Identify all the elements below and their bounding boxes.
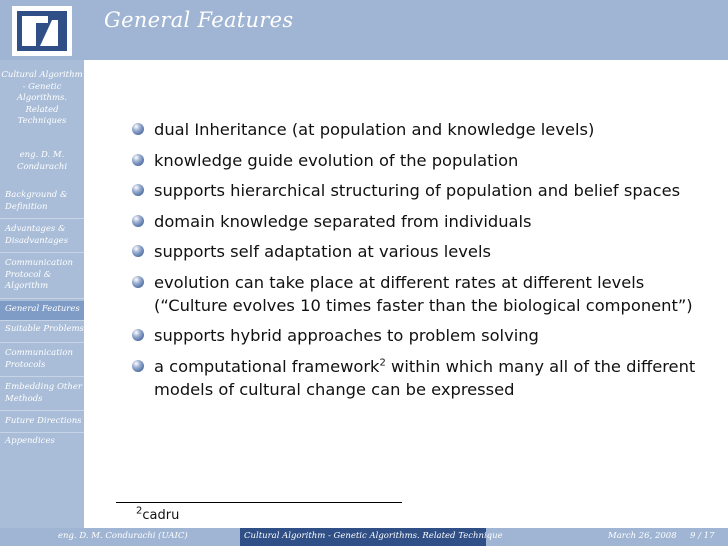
sidebar-divider xyxy=(0,218,84,219)
sidebar-item-communication-protocol-algorithm[interactable]: Communication Protocol & Algorithm xyxy=(5,258,73,291)
sidebar-navigation xyxy=(0,60,84,528)
ball-bullet-icon xyxy=(132,154,144,166)
ball-bullet-icon xyxy=(132,123,144,135)
footer-author: eng. D. M. Condurachi (UAIC) xyxy=(58,531,188,541)
ball-bullet-icon xyxy=(132,276,144,288)
footer-date: March 26, 2008 xyxy=(608,531,677,541)
sidebar-divider xyxy=(0,432,84,433)
list-item: knowledge guide evolution of the population xyxy=(132,149,712,172)
sidebar-divider xyxy=(0,320,84,321)
sidebar-item-future-directions[interactable]: Future Directions xyxy=(5,416,82,426)
sidebar-item-embedding-other-methods[interactable]: Embedding Other Methods xyxy=(5,382,82,404)
sidebar-presentation-title[interactable]: Cultural Algorithm - Genetic Algorithms. Related Techniques xyxy=(1,70,83,126)
ball-bullet-icon xyxy=(132,360,144,372)
list-item xyxy=(132,355,712,401)
footnote xyxy=(136,505,180,523)
list-item: dual Inheritance (at population and knowledge levels) xyxy=(132,118,712,141)
bullet-text-before: a computational framework xyxy=(154,356,380,376)
ball-bullet-icon xyxy=(132,245,144,257)
slide-title: General Features xyxy=(104,8,294,32)
header-bar xyxy=(0,0,728,60)
list-item: supports hybrid approaches to problem solving xyxy=(132,324,712,347)
bullet-text-after: within which many all of the different models of cultural change can be expressed xyxy=(154,356,696,399)
sidebar-divider xyxy=(0,376,84,377)
sidebar-item-advantages-disadvantages[interactable]: Advantages & Disadvantages xyxy=(5,224,69,246)
ball-bullet-icon xyxy=(132,184,144,196)
sidebar-item-suitable-problems[interactable]: Suitable Problems xyxy=(5,324,84,334)
footnote-text: cadru xyxy=(142,508,180,523)
sidebar-divider xyxy=(0,252,84,253)
sidebar-item-background-definition[interactable]: Background & Definition xyxy=(5,190,68,212)
footnote-mark: 2 xyxy=(136,505,143,517)
list-item: domain knowledge separated from individuals xyxy=(132,210,712,233)
sidebar-divider xyxy=(0,410,84,411)
bullet-list xyxy=(132,118,712,408)
sidebar-author: eng. D. M. Condurachi xyxy=(16,150,68,172)
footnote-reference[interactable]: 2 xyxy=(379,357,386,369)
footer-title-box xyxy=(240,528,503,546)
sidebar-item-general-features[interactable]: General Features xyxy=(0,301,84,320)
ball-bullet-icon xyxy=(132,329,144,341)
footnote-rule xyxy=(116,502,402,503)
page-number: 9 / 17 xyxy=(690,531,715,541)
ball-bullet-icon xyxy=(132,215,144,227)
sidebar-divider xyxy=(0,342,84,343)
sidebar-item-appendices[interactable]: Appendices xyxy=(5,436,55,446)
footer-bar xyxy=(0,528,728,546)
list-item: supports hierarchical structuring of population and belief spaces xyxy=(132,179,712,202)
footer-title: Cultural Algorithm - Genetic Algorithms. Related Technique xyxy=(244,531,503,541)
list-item: evolution can take place at different rates at different levels (“Culture evolves 10 times faster than the biological component”) xyxy=(132,271,712,317)
sidebar-divider xyxy=(0,298,84,299)
list-item: supports self adaptation at various levels xyxy=(132,240,712,263)
sidebar-item-communication-protocols[interactable]: Communication Protocols xyxy=(5,348,73,370)
university-logo-icon xyxy=(12,6,72,56)
